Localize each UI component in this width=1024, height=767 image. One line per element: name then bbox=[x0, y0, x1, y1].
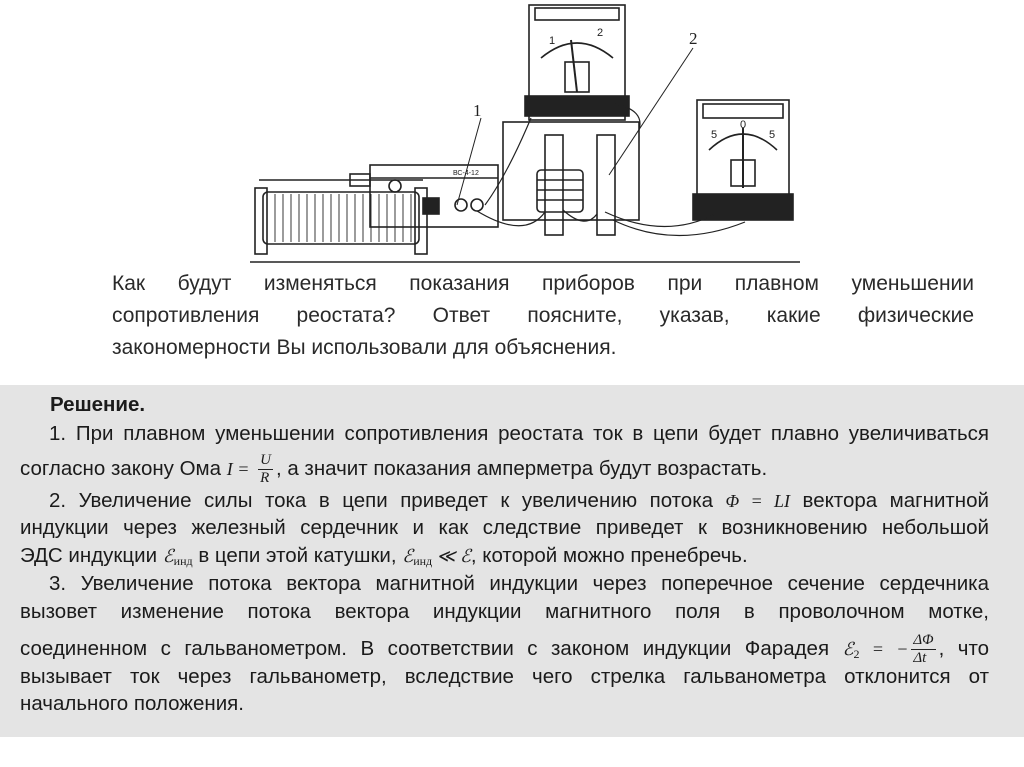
solution-p2-line2: индукции через железный сердечник и как следствие приведет к возникновению небольшой bbox=[20, 516, 989, 539]
solution-p3-line3 bbox=[20, 632, 989, 667]
ohm-law-lhs: I = bbox=[226, 458, 250, 479]
fraction-numerator: ΔΦ bbox=[913, 632, 934, 648]
question-line: Как будут изменяться показания приборов при плавном уменьшении bbox=[112, 272, 974, 295]
svg-text:1: 1 bbox=[549, 35, 556, 47]
text-fragment: согласно закону Ома bbox=[20, 456, 222, 480]
solution-p2-line3 bbox=[20, 544, 989, 569]
faraday-formula: ℰ$_2$ = − bbox=[842, 638, 909, 661]
text-fragment: , которой можно пренебречь. bbox=[470, 544, 748, 567]
ammeter bbox=[525, 5, 629, 120]
text-fragment: соединенном с гальванометром. В соответствии с законом индукции Фарадея bbox=[20, 636, 830, 660]
emf-inequality: ℰ$_{инд}$ ≪ ℰ bbox=[402, 546, 471, 568]
text-fragment: ЭДС индукции bbox=[20, 544, 158, 567]
solution-p3-line1: 3. Увеличение потока вектора магнитной индукции через поперечное сечение сердечника bbox=[49, 572, 989, 595]
text-fragment: , а значит показания амперметра будут возрастать. bbox=[275, 456, 768, 480]
text-fragment: 2. Увеличение силы тока в цепи приведет к увеличению потока bbox=[49, 489, 714, 512]
ohm-law-fraction bbox=[258, 452, 273, 487]
fraction-denominator: R bbox=[260, 470, 270, 486]
solution-p3-line2: вызовет изменение потока вектора индукции магнитного поля в проволочном мотке, bbox=[20, 600, 989, 623]
text-fragment: в цепи этой катушки, bbox=[198, 544, 397, 567]
faraday-fraction bbox=[911, 632, 935, 667]
svg-text:0: 0 bbox=[740, 119, 747, 131]
apparatus-figure bbox=[245, 0, 805, 270]
callout-1: 1 bbox=[473, 101, 482, 120]
flux-formula: Φ = LI bbox=[725, 491, 791, 511]
question-text bbox=[112, 268, 974, 364]
emf-symbol: ℰ$_{инд}$ bbox=[162, 546, 193, 568]
svg-text:5: 5 bbox=[711, 129, 718, 141]
solution-panel bbox=[0, 385, 1024, 737]
fraction-numerator: U bbox=[260, 452, 271, 468]
text-fragment: , что bbox=[938, 636, 990, 660]
svg-text:5: 5 bbox=[769, 129, 776, 141]
callout-2: 2 bbox=[689, 29, 698, 48]
callout-1-leader bbox=[457, 118, 481, 205]
power-supply-label: ВС-4-12 bbox=[453, 170, 479, 177]
solution-p1-line2 bbox=[20, 452, 989, 487]
solution-p3-line4: вызывает ток через гальванометр, вследствие чего стрелка гальванометра отклонится от bbox=[20, 665, 989, 688]
solution-p1-line1: 1. При плавном уменьшении сопротивления реостата ток в цепи будет плавно увеличиваться bbox=[49, 422, 989, 445]
svg-text:2: 2 bbox=[597, 27, 604, 39]
solution-p2-line1 bbox=[49, 489, 989, 513]
solution-p3-line5: начального положения. bbox=[20, 692, 244, 715]
fraction-denominator: Δt bbox=[913, 650, 927, 666]
question-line: закономерности Вы использовали для объяснения. bbox=[112, 336, 617, 359]
question-line: сопротивления реостата? Ответ поясните, указав, какие физические bbox=[112, 304, 974, 327]
text-fragment: вектора магнитной bbox=[802, 489, 989, 512]
galvanometer bbox=[693, 100, 793, 220]
solution-heading: Решение. bbox=[50, 393, 146, 416]
